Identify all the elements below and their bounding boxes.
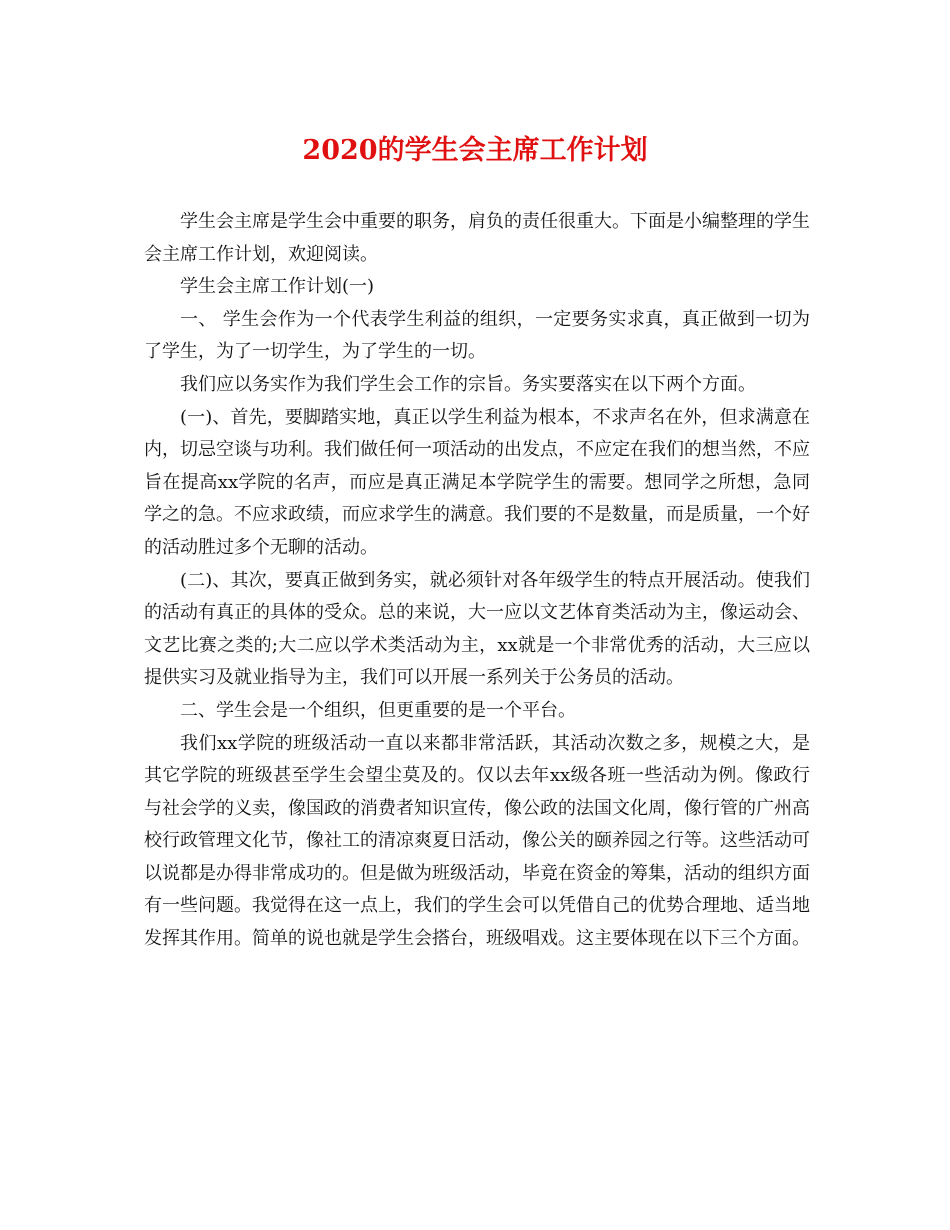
document-body bbox=[144, 206, 810, 956]
document-title: 2020的学生会主席工作计划 bbox=[302, 135, 648, 166]
paragraph-section-heading: 学生会主席工作计划(一) bbox=[180, 276, 375, 298]
paragraph-first: (一)、首先，要脚踏实地，真正以学生利益为根本，不求声名在外，但求满意在内，切忌空谈与功利。我们做任何一项活动的出发点，不应定在我们的想当然，不应旨在提高xx学院的名声，而应是真正满足本学院学生的需要。想同学之所想，急同学之的急。不应求政绩，而应求学生的满意。我们要的不是数量，而是质量，一个好的活动胜过多个无聊的活动。 bbox=[144, 406, 810, 558]
paragraph-purpose: 我们应以务实作为我们学生会工作的宗旨。务实要落实在以下两个方面。 bbox=[180, 373, 756, 395]
paragraph-class-activities: 我们xx学院的班级活动一直以来都非常活跃，其活动次数之多，规模之大，是其它学院的班级甚至学生会望尘莫及的。仅以去年xx级各班一些活动为例。像政行与社会学的义卖，像国政的消费者知识宣传，像公政的法国文化周，像行管的广州高校行政管理文化节，像社工的清凉爽夏日活动，像公关的颐养园之行等。这些活动可以说都是办得非常成功的。但是做为班级活动，毕竟在资金的筹集，活动的组织方面有一些问题。我觉得在这一点上，我们的学生会可以凭借自己的优势合理地、适当地发挥其作用。简单的说也就是学生会搭台，班级唱戏。这主要体现在以下三个方面。 bbox=[144, 732, 810, 950]
paragraph-point-two: 二、学生会是一个组织，但更重要的是一个平台。 bbox=[180, 699, 576, 721]
paragraph-point-one: 一、 学生会作为一个代表学生利益的组织，一定要务实求真，真正做到一切为了学生，为了一切学生，为了学生的一切。 bbox=[144, 308, 810, 363]
paragraph-intro: 学生会主席是学生会中重要的职务，肩负的责任很重大。下面是小编整理的学生会主席工作计划，欢迎阅读。 bbox=[144, 211, 810, 265]
paragraph-second: (二)、其次，要真正做到务实，就必须针对各年级学生的特点开展活动。使我们的活动有真正的具体的受众。总的来说，大一应以文艺体育类活动为主，像运动会、文艺比赛之类的;大二应以学术类活动为主，xx就是一个非常优秀的活动，大三应以提供实习及就业指导为主，我们可以开展一系列关于公务员的活动。 bbox=[144, 569, 810, 689]
